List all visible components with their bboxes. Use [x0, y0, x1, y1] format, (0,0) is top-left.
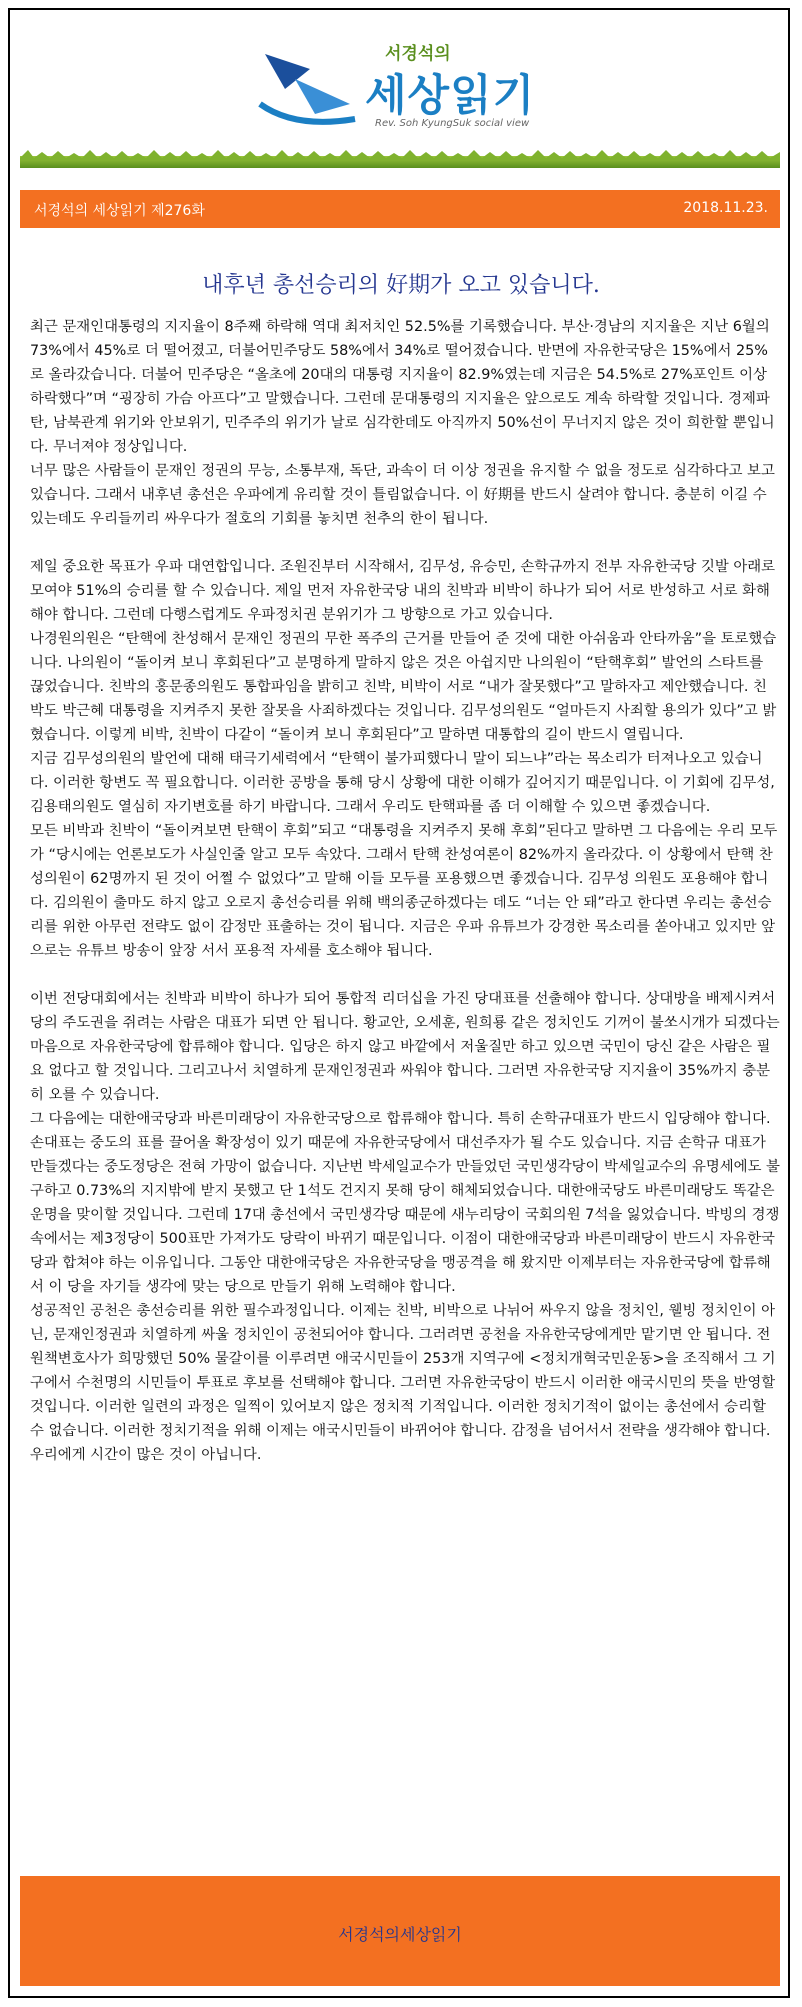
- logo: [255, 34, 575, 134]
- logo-big-text: 세상읽기: [365, 71, 536, 121]
- paragraph-gap: [30, 531, 780, 555]
- series-label: 서경석의 세상읽기 제276화: [34, 203, 205, 219]
- article-paragraph: 나경원의원은 “탄핵에 찬성해서 문재인 정권의 무한 폭주의 근거를 만들어 준 것에 대한 아쉬움과 안타까움”을 토로했습니다. 나의원이 “돌이켜 보니 후회된다”고 분명하게 말하지 않은 것은 아쉽지만 나의원이 “탄핵후회” 발언의 스타트를 끊었습니다. 친박의 홍문종의원도 통합파임을 밝히고 친박, 비박이 서로 “내가 잘못했다”고 말하자고 제안했습니다. 친박도 박근혜 대통령을 지켜주지 못한 잘못을 사죄하겠다는 것입니다. 김무성의원도 “얼마든지 사죄할 용의가 있다”고 밝혔습니다. 이렇게 비박, 친박이 다같이 “돌이켜 보니 후회된다”고 말하면 대통합의 길이 반드시 열립니다.: [30, 631, 777, 743]
- logo-small-text: 서경석의: [385, 44, 451, 64]
- article-paragraph: 모든 비박과 친박이 “돌이켜보면 탄핵이 후회”되고 “대통령을 지켜주지 못해 후회”된다고 말하면 그 다음에는 우리 모두가 “당시에는 언론보도가 사실인줄 알고 모두 속았다. 그래서 탄핵 찬성여론이 82%까지 올라갔다. 이 상황에서 탄핵 찬성의원이 62명까지 된 것이 어쩔 수 없었다”고 말해 이들 모두를 포용했으면 좋겠습니다. 김무성 의원도 포용해야 합니다. 김의원이 출마도 하지 않고 오로지 총선승리를 위해 백의종군하겠다는 데도 “너는 안 돼”라고 한다면 우리는 총선승리를 위한 아무런 전략도 없이 감정만 표출하는 것이 됩니다. 지금은 우파 유튜브가 강경한 목소리를 쏟아내고 있지만 앞으로는 유튜브 방송이 앞장 서서 포용적 자세를 호소해야 됩니다.: [30, 823, 778, 959]
- page-frame: [8, 8, 790, 1998]
- article-body: [30, 315, 780, 1467]
- date-label: 2018.11.23.: [683, 200, 768, 216]
- article-paragraph: 최근 문재인대통령의 지지율이 8주째 하락해 역대 최저치인 52.5%를 기록했습니다. 부산·경남의 지지율은 지난 6월의 73%에서 45%로 더 떨어졌고, 더불어민주당도 58%에서 34%로 떨어졌습니다. 반면에 자유한국당은 15%에서 25%로 올라갔습니다. 더불어 민주당은 “올초에 20대의 대통령 지지율이 82.9%였는데 지금은 54.5%로 27%포인트 이상 하락했다”며 “굉장히 가슴 아프다”고 말했습니다. 그런데 문대통령의 지지율은 앞으로도 계속 하락할 것입니다. 경제파탄, 남북관계 위기와 안보위기, 민주주의 위기가 날로 심각한데도 아직까지 50%선이 무너지지 않은 것이 희한할 뿐입니다. 무너져야 정상입니다.: [30, 319, 775, 455]
- logo-swoosh-icon: [255, 34, 365, 134]
- article-title: 내후년 총선승리의 好期가 오고 있습니다.: [202, 273, 600, 298]
- article-paragraph: 그 다음에는 대한애국당과 바른미래당이 자유한국당으로 합류해야 합니다. 특히 손학규대표가 반드시 입당해야 합니다. 손대표는 중도의 표를 끌어올 확장성이 있기 때문에 자유한국당에서 대선주자가 될 수도 있습니다. 지금 손학규 대표가 만들겠다는 중도정당은 전혀 가망이 없습니다. 지난번 박세일교수가 만들었던 국민생각당이 박세일교수의 유명세에도 불구하고 0.73%의 지지밖에 받지 못했고 단 1석도 건지지 못해 당이 해체되었습니다. 대한애국당도 바른미래당도 똑같은 운명을 맞이할 것입니다. 그런데 17대 총선에서 국민생각당 때문에 새누리당이 국회의원 7석을 잃었습니다. 박빙의 경쟁 속에서는 제3정당이 500표만 가져가도 당락이 바뀌기 때문입니다. 이점이 대한애국당과 바른미래당이 반드시 자유한국당과 합쳐야 하는 이유입니다. 그동안 대한애국당은 자유한국당을 맹공격을 해 왔지만 이제부터는 자유한국당에 합류해서 이 당을 자기들 생각에 맞는 당으로 만들기 위해 노력해야 합니다.: [30, 1111, 780, 1295]
- header: [10, 10, 788, 170]
- article-paragraph: 이번 전당대회에서는 친박과 비박이 하나가 되어 통합적 리더십을 가진 당대표를 선출해야 합니다. 상대방을 배제시켜서 당의 주도권을 쥐려는 사람은 대표가 되면 안 됩니다. 황교안, 오세훈, 원희룡 같은 정치인도 기꺼이 불쏘시개가 되겠다는 마음으로 자유한국당에 합류해야 합니다. 입당은 하지 않고 바깥에서 저울질만 하고 있으면 국민이 당신 같은 사람은 필요 없다고 할 것입니다. 그리고나서 치열하게 문재인정권과 싸워야 합니다. 그러면 자유한국당 지지율이 35%까지 충분히 오를 수 있습니다.: [30, 991, 780, 1103]
- footer-bar: [20, 1876, 780, 1986]
- article-paragraph: 제일 중요한 목표가 우파 대연합입니다. 조원진부터 시작해서, 김무성, 유승민, 손학규까지 전부 자유한국당 깃발 아래로 모여야 51%의 승리를 할 수 있습니다. 제일 먼저 자유한국당 내의 친박과 비박이 하나가 되어 서로 반성하고 서로 화해해야 합니다. 그런데 다행스럽게도 우파정치권 분위기가 그 방향으로 가고 있습니다.: [30, 559, 776, 623]
- logo-subtitle: Rev. Soh KyungSuk social view: [375, 118, 530, 129]
- article-paragraph: 성공적인 공천은 총선승리를 위한 필수과정입니다. 이제는 친박, 비박으로 나뉘어 싸우지 않을 정치인, 웰빙 정치인이 아닌, 문재인정권과 치열하게 싸울 정치인이 공천되어야 합니다. 그러려면 공천을 자유한국당에게만 맡기면 안 됩니다. 전원책변호사가 희망했던 50% 물갈이를 이루려면 애국시민들이 253개 지역구에 <정치개혁국민운동>을 조직해서 그 기구에서 수천명의 시민들이 투표로 후보를 선택해야 합니다. 그러면 자유한국당이 반드시 이러한 애국시민의 뜻을 반영할 것입니다. 이러한 일련의 과정은 일찍이 있어보지 않은 정치적 기적입니다. 이러한 정치기적이 없이는 총선에서 승리할 수 없습니다. 이러한 정치기적을 위해 이제는 애국시민들이 바뀌어야 합니다. 감정을 넘어서서 전략을 생각해야 합니다. 우리에게 시간이 많은 것이 아닙니다.: [30, 1303, 776, 1463]
- grass-decoration: [20, 150, 780, 168]
- paragraph-gap: [30, 963, 780, 987]
- article-paragraph: 지금 김무성의원의 발언에 대해 태극기세력에서 “탄핵이 불가피했다니 말이 되느냐”라는 목소리가 터져나오고 있습니다. 이러한 항변도 꼭 필요합니다. 이러한 공방을 통해 당시 상황에 대한 이해가 깊어지기 때문입니다. 이 기회에 김무성, 김용태의원도 열심히 자기변호를 하기 바랍니다. 그래서 우리도 탄핵파를 좀 더 이해할 수 있으면 좋겠습니다.: [30, 751, 775, 815]
- footer-label: 서경석의세상읽기: [338, 1925, 462, 1944]
- article-paragraph: 너무 많은 사람들이 문재인 정권의 무능, 소통부재, 독단, 과속이 더 이상 정권을 유지할 수 없을 정도로 심각하다고 보고 있습니다. 그래서 내후년 총선은 우파에게 유리할 것이 틀림없습니다. 이 好期를 반드시 살려야 합니다. 충분히 이길 수 있는데도 우리들끼리 싸우다가 절호의 기회를 놓치면 천추의 한이 됩니다.: [30, 463, 775, 527]
- series-bar: [20, 190, 780, 228]
